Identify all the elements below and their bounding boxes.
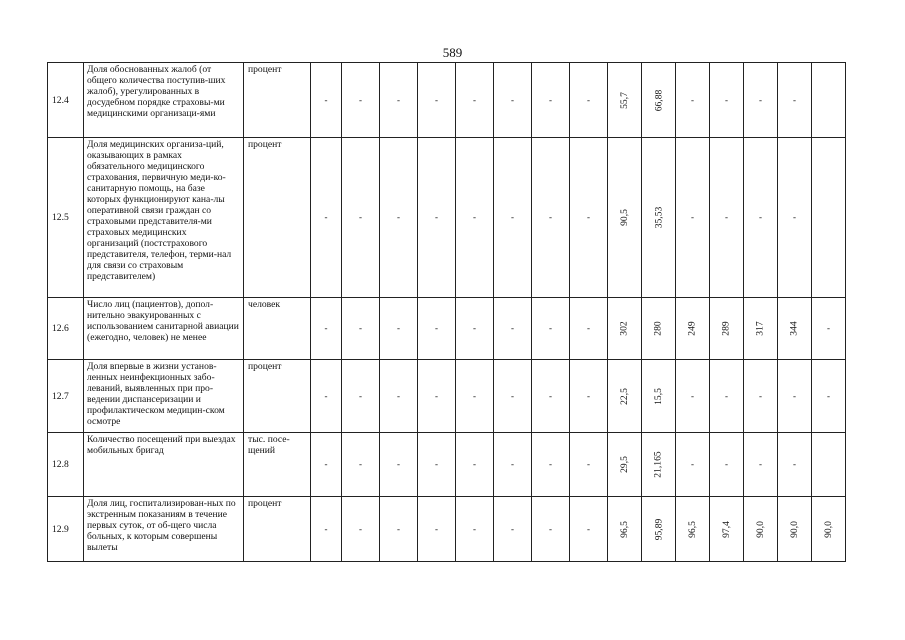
indicator-name: Доля впервые в жизни установ-ленных неинфекционных забо-леваний, выявленных при про-ведении диспансеризации и профилактическом медицин-ском осмотре [84, 360, 244, 433]
value-text: 22,5 [618, 387, 630, 405]
value-cell [812, 298, 846, 360]
value-cell [710, 497, 744, 562]
value-cell [710, 298, 744, 360]
value-cell [311, 433, 342, 497]
value-cell [494, 497, 532, 562]
value-cell [494, 298, 532, 360]
value-cell [532, 63, 570, 138]
value-text: - [587, 94, 590, 105]
value-text: - [549, 212, 552, 222]
value-text: - [511, 323, 514, 333]
value-cell [311, 497, 342, 562]
value-cell [812, 433, 846, 497]
value-text: - [397, 390, 400, 401]
value-text: - [324, 212, 328, 222]
indicator-name: Доля обоснованных жалоб (от общего количества поступив-ших жалоб), урегулированных в досудебном порядке страховы-ми медицинскими организаци-ями [84, 63, 244, 138]
table-row [48, 138, 846, 298]
table-row [48, 298, 846, 360]
value-text: - [473, 523, 476, 534]
unit-cell: человек [244, 298, 311, 360]
value-cell [642, 63, 676, 138]
value-cell [570, 360, 608, 433]
value-text: - [691, 390, 694, 401]
value-cell [744, 497, 778, 562]
value-cell [570, 433, 608, 497]
row-number: 12.9 [48, 497, 84, 562]
value-cell [710, 138, 744, 298]
value-text: - [511, 212, 514, 222]
value-cell [456, 138, 494, 298]
indicator-name: Количество посещений при выездах мобильных бригад [84, 433, 244, 497]
value-text: - [324, 459, 328, 469]
value-cell [744, 138, 778, 298]
value-text: 90,0 [788, 520, 800, 538]
value-cell [532, 138, 570, 298]
value-cell [676, 138, 710, 298]
value-cell [812, 360, 846, 433]
value-text: 90,5 [618, 209, 630, 226]
value-cell [456, 497, 494, 562]
value-text: - [511, 390, 514, 401]
value-text: - [473, 94, 476, 105]
value-cell [532, 298, 570, 360]
row-number: 12.6 [48, 298, 84, 360]
value-cell [342, 360, 380, 433]
value-text: - [759, 212, 762, 222]
page-number: 589 [442, 45, 463, 60]
value-text: - [324, 523, 328, 534]
value-text: - [397, 94, 400, 105]
value-text: - [397, 323, 400, 333]
indicators-table [47, 62, 846, 562]
value-cell [812, 63, 846, 138]
value-text: - [359, 323, 362, 333]
row-number: 12.5 [48, 138, 84, 298]
value-text: - [827, 323, 830, 333]
value-text: - [587, 523, 590, 534]
value-text: - [549, 323, 552, 333]
value-text: - [725, 94, 728, 105]
value-text: - [511, 94, 514, 105]
value-text: 95,89 [653, 518, 664, 540]
value-text: 302 [618, 321, 630, 336]
value-text: - [397, 459, 400, 469]
value-text: - [473, 212, 476, 222]
value-text: - [397, 523, 400, 534]
value-cell [778, 497, 812, 562]
unit-cell: процент [244, 497, 311, 562]
table-row [48, 433, 846, 497]
unit-cell: процент [244, 138, 311, 298]
value-cell [532, 360, 570, 433]
value-text: 96,5 [618, 520, 630, 538]
value-text: 35,53 [653, 206, 664, 229]
value-cell [342, 497, 380, 562]
value-cell [494, 138, 532, 298]
value-cell [311, 298, 342, 360]
value-cell [380, 63, 418, 138]
value-text: 90,0 [822, 520, 834, 538]
value-cell [676, 63, 710, 138]
value-cell [456, 360, 494, 433]
value-cell [456, 63, 494, 138]
value-cell [710, 63, 744, 138]
unit-cell: процент [244, 360, 311, 433]
value-cell [676, 360, 710, 433]
value-cell [532, 497, 570, 562]
value-text: - [691, 94, 694, 105]
value-cell [311, 138, 342, 298]
value-cell [311, 360, 342, 433]
value-cell [608, 497, 642, 562]
value-cell [570, 63, 608, 138]
value-cell [380, 360, 418, 433]
value-text: - [759, 390, 762, 401]
value-cell [642, 497, 676, 562]
value-text: - [359, 212, 362, 222]
value-text: 344 [788, 321, 800, 336]
value-text: - [435, 323, 438, 333]
value-text: 249 [686, 321, 698, 336]
value-text: - [549, 523, 552, 534]
value-cell [494, 360, 532, 433]
value-cell [744, 298, 778, 360]
value-text: - [359, 390, 362, 401]
value-cell [676, 298, 710, 360]
value-cell [778, 433, 812, 497]
value-text: - [511, 459, 514, 469]
value-cell [642, 138, 676, 298]
value-text: - [511, 523, 514, 534]
value-text: - [359, 523, 362, 534]
value-text: - [793, 390, 796, 401]
value-text: - [587, 390, 590, 401]
value-cell [676, 497, 710, 562]
value-cell [456, 433, 494, 497]
value-text: - [549, 94, 552, 105]
value-text: - [473, 390, 476, 401]
value-text: - [435, 212, 438, 222]
table-row [48, 360, 846, 433]
value-cell [380, 497, 418, 562]
value-cell [642, 433, 676, 497]
value-text: - [359, 94, 362, 105]
value-cell [778, 360, 812, 433]
value-cell [608, 298, 642, 360]
value-cell [494, 63, 532, 138]
value-cell [778, 138, 812, 298]
value-text: - [587, 323, 590, 333]
value-text: - [587, 212, 590, 222]
value-cell [456, 298, 494, 360]
value-text: - [759, 459, 762, 469]
value-text: 280 [652, 321, 664, 336]
value-cell [608, 433, 642, 497]
value-text: - [587, 459, 590, 469]
value-text: 289 [720, 321, 732, 336]
value-cell [418, 360, 456, 433]
value-cell [570, 298, 608, 360]
row-number: 12.7 [48, 360, 84, 433]
value-text: - [759, 94, 762, 105]
value-text: - [435, 459, 438, 469]
value-cell [418, 433, 456, 497]
indicator-name: Число лиц (пациентов), допол-нительно эвакуированных с использованием санитарной авиации (ежегодно, человек) не менее [84, 298, 244, 360]
row-number: 12.8 [48, 433, 84, 497]
value-text: - [549, 390, 552, 401]
value-cell [380, 433, 418, 497]
value-text: - [397, 212, 400, 222]
value-text: - [435, 523, 438, 534]
value-text: 317 [754, 321, 766, 336]
value-cell [418, 298, 456, 360]
value-cell [418, 497, 456, 562]
value-cell [642, 360, 676, 433]
value-text: 90,0 [754, 520, 766, 538]
value-cell [380, 298, 418, 360]
value-cell [418, 63, 456, 138]
value-text: - [793, 459, 796, 469]
value-cell [570, 138, 608, 298]
value-cell [608, 138, 642, 298]
value-text: - [793, 94, 796, 105]
unit-cell: процент [244, 63, 311, 138]
value-text: - [324, 323, 328, 333]
value-text: - [725, 459, 728, 469]
indicator-name: Доля лиц, госпитализирован-ных по экстренным показаниям в течение первых суток, от об-щего числа больных, к которым совершены вылеты [84, 497, 244, 562]
value-cell [342, 433, 380, 497]
value-cell [342, 298, 380, 360]
value-cell [342, 138, 380, 298]
value-text: - [691, 212, 694, 222]
value-text: - [691, 459, 694, 469]
value-text: - [827, 390, 830, 401]
unit-cell: тыс. посе-щений [244, 433, 311, 497]
value-text: - [435, 390, 438, 401]
value-text: - [435, 94, 438, 105]
value-text: - [549, 459, 552, 469]
value-cell [642, 298, 676, 360]
value-cell [778, 63, 812, 138]
value-cell [778, 298, 812, 360]
value-text: 15,5 [652, 387, 664, 405]
value-cell [380, 138, 418, 298]
value-cell [710, 360, 744, 433]
value-text: 21,165 [652, 451, 664, 478]
value-text: - [359, 459, 362, 469]
value-text: 66,88 [653, 89, 664, 111]
value-cell [710, 433, 744, 497]
value-cell [812, 497, 846, 562]
value-text: 96,5 [686, 520, 698, 538]
value-cell [608, 360, 642, 433]
value-cell [812, 138, 846, 298]
table-row [48, 63, 846, 138]
value-text: - [725, 212, 728, 222]
value-cell [744, 63, 778, 138]
value-text: 55,7 [618, 91, 630, 109]
value-cell [608, 63, 642, 138]
value-text: 97,4 [720, 520, 732, 538]
table-row [48, 497, 846, 562]
value-cell [311, 63, 342, 138]
value-text: - [324, 390, 328, 401]
value-text: - [473, 459, 476, 469]
value-text: 29,5 [618, 456, 630, 473]
value-cell [676, 433, 710, 497]
value-cell [744, 433, 778, 497]
value-text: - [473, 323, 476, 333]
value-cell [494, 433, 532, 497]
indicator-name: Доля медицинских организа-ций, оказывающих в рамках обязательного медицинского страхования, первичную меди-ко-санитарную помощь, на базе которых функционируют кана-лы оперативной связи граждан со страховыми представителя-ми страховых медицинских организаций (поcтстрахового представителя, телефон, терми-нал для связи со страховым представителем) [84, 138, 244, 298]
value-text: - [725, 390, 728, 401]
value-cell [570, 497, 608, 562]
value-cell [744, 360, 778, 433]
value-cell [532, 433, 570, 497]
value-cell [418, 138, 456, 298]
row-number: 12.4 [48, 63, 84, 138]
value-cell [342, 63, 380, 138]
value-text: - [793, 212, 796, 222]
value-text: - [324, 94, 328, 105]
